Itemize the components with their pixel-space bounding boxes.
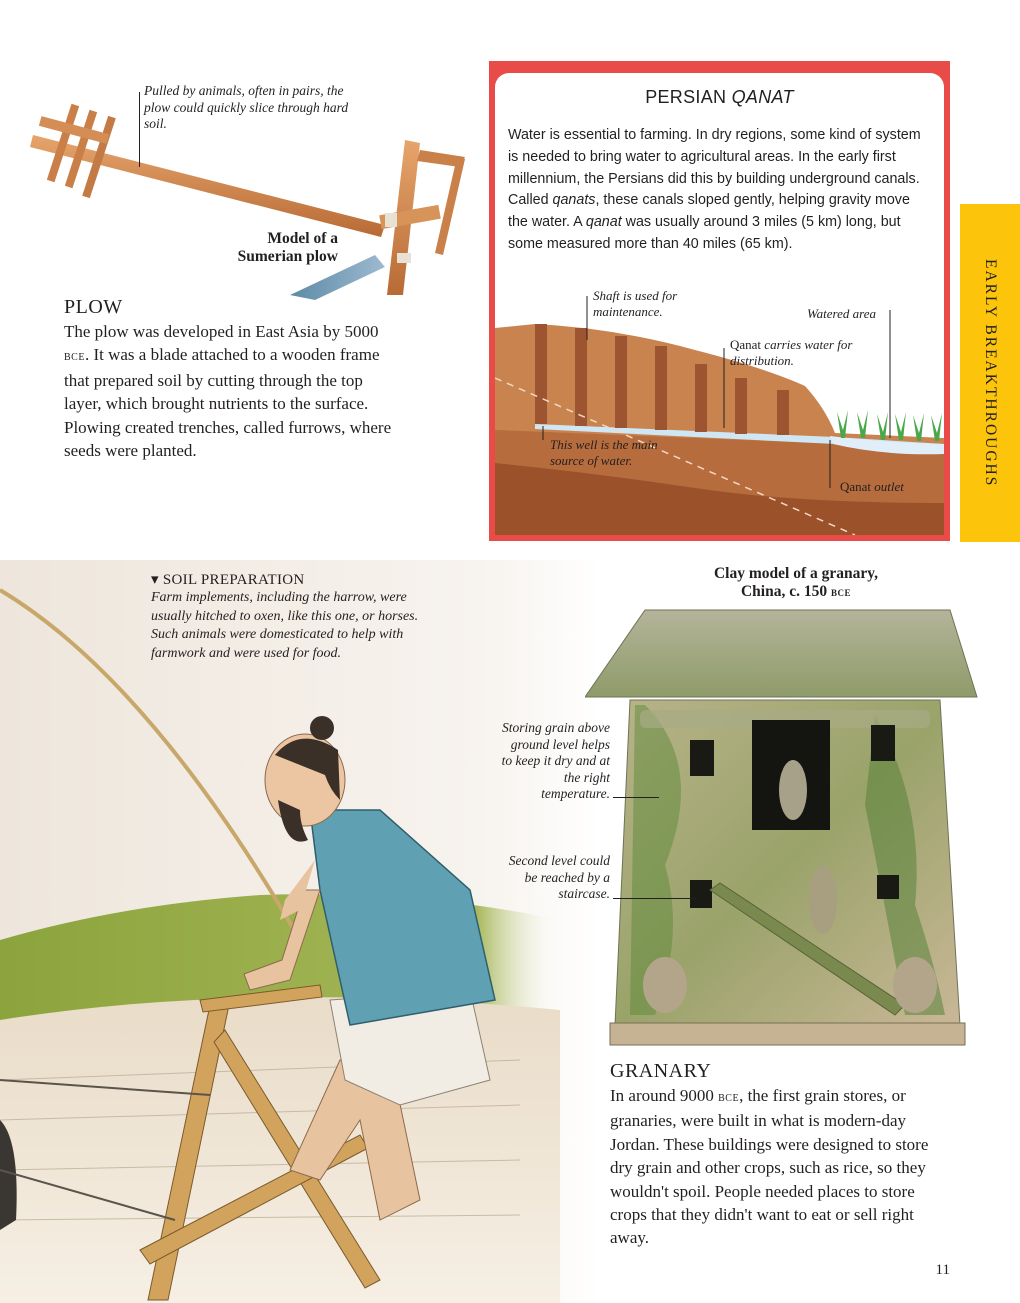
qanat-text-part1: Water is essential to farming. In dry regions, some kind of system is needed to bring water to agricultural areas. In the early first millennium, the Persians did this by building underground canals. Called: [508, 127, 921, 209]
section-side-tab: [960, 204, 1020, 542]
page-number: 11: [935, 1262, 950, 1278]
plow-model-label: [238, 230, 338, 266]
qanat-outlet-label: [840, 479, 904, 495]
qanat-description: [508, 125, 933, 256]
qanat-shaft: [535, 324, 547, 424]
qanat-outlet-italic: outlet: [874, 479, 904, 494]
plow-body-era: bce: [64, 349, 85, 365]
plow-caption-leader: [139, 92, 140, 167]
soil-preparation-caption-block: [151, 571, 451, 663]
granary-storing-leader: [613, 797, 659, 798]
clay-granary-model-illustration: [585, 605, 980, 1050]
qanat-text-part3: was usually around 3 miles (5 km) long, but some measured more than 40 miles (65 km).: [508, 214, 901, 252]
plow-body-part1: The plow was developed in East Asia by 5000: [64, 322, 379, 341]
granary-model-label-line2-plain: China, c. 150: [740, 583, 831, 600]
granary-storing-caption: Storing grain above ground level helps to keep it dry and at the right temperature.: [501, 720, 610, 801]
qanat-outlet-plain: Qanat: [840, 479, 875, 494]
qanat-shaft: [615, 336, 627, 428]
plow-body-part2: . It was a blade attached to a wooden frame that prepared soil by cutting through the top layer, which brought nutrients to the surface. Plowing created trenches, called furrows, where seeds were planted.: [64, 345, 392, 461]
granary-body-era: bce: [718, 1090, 740, 1105]
qanat-carries-water-label: [730, 337, 880, 369]
qanat-carries-italic: carries water for distribution.: [730, 337, 853, 368]
qanat-title: [495, 87, 944, 108]
qanat-shaft: [575, 328, 587, 426]
granary-model-label-era: bce: [830, 585, 851, 599]
soil-preparation-caption: Farm implements, including the harrow, were usually hitched to oxen, like this one, or horses. Such animals were domesticated to help with farmwork and were used for food.: [151, 590, 419, 661]
plow-model-label-line2: Sumerian plow: [237, 248, 338, 265]
qanat-well-label: This well is the main source of water.: [550, 437, 658, 468]
soil-preparation-heading: ▾ SOIL PREPARATION: [151, 572, 305, 588]
granary-staircase-leader: [613, 898, 697, 899]
granary-heading: GRANARY: [610, 1060, 712, 1082]
qanat-title-italic: QANAT: [731, 87, 794, 107]
section-side-tab-label: EARLY BREAKTHROUGHS: [982, 258, 999, 488]
granary-model-label-line1: Clay model of a granary,: [713, 565, 879, 582]
granary-model-label: [690, 565, 902, 601]
qanat-watered-area-label: Watered area: [807, 306, 876, 321]
persian-qanat-panel: [489, 61, 950, 541]
granary-body-part1: In around 9000: [610, 1086, 719, 1105]
qanat-text-italic1: qanats: [552, 192, 596, 209]
qanat-shaft: [695, 364, 707, 432]
qanat-shaft: [655, 346, 667, 430]
plow-model-label-line1: Model of a: [267, 230, 338, 247]
qanat-title-plain: PERSIAN: [645, 87, 732, 107]
granary-body: [610, 1084, 932, 1250]
qanat-text-part2: , these canals sloped gently, helping gravity move the water. A: [508, 192, 910, 231]
qanat-cross-section-diagram: [495, 288, 944, 535]
plow-image-caption: Pulled by animals, often in pairs, the plow could quickly slice through hard soil.: [144, 83, 349, 131]
qanat-panel-inner: [495, 73, 944, 535]
qanat-text-italic2: qanat: [585, 214, 622, 231]
plow-body: [64, 320, 404, 462]
qanat-shaft-label: Shaft is used for maintenance.: [593, 288, 678, 319]
granary-staircase-caption: Second level could be reached by a staircase.: [508, 853, 610, 901]
plow-heading: PLOW: [64, 296, 123, 318]
qanat-shaft: [777, 390, 789, 435]
qanat-shaft: [735, 378, 747, 434]
qanat-carries-plain: Qanat: [730, 337, 765, 352]
granary-model-label-line2: [690, 583, 902, 601]
harrow-farmer-illustration: [0, 560, 600, 1303]
granary-body-part2: , the first grain stores, or granaries, were built in what is modern-day Jordan. These buildings were designed to store dry grain and other crops, such as rice, so they wouldn't spoil. People needed places to store crops that they didn't want to eat or sell right away.: [610, 1086, 929, 1248]
